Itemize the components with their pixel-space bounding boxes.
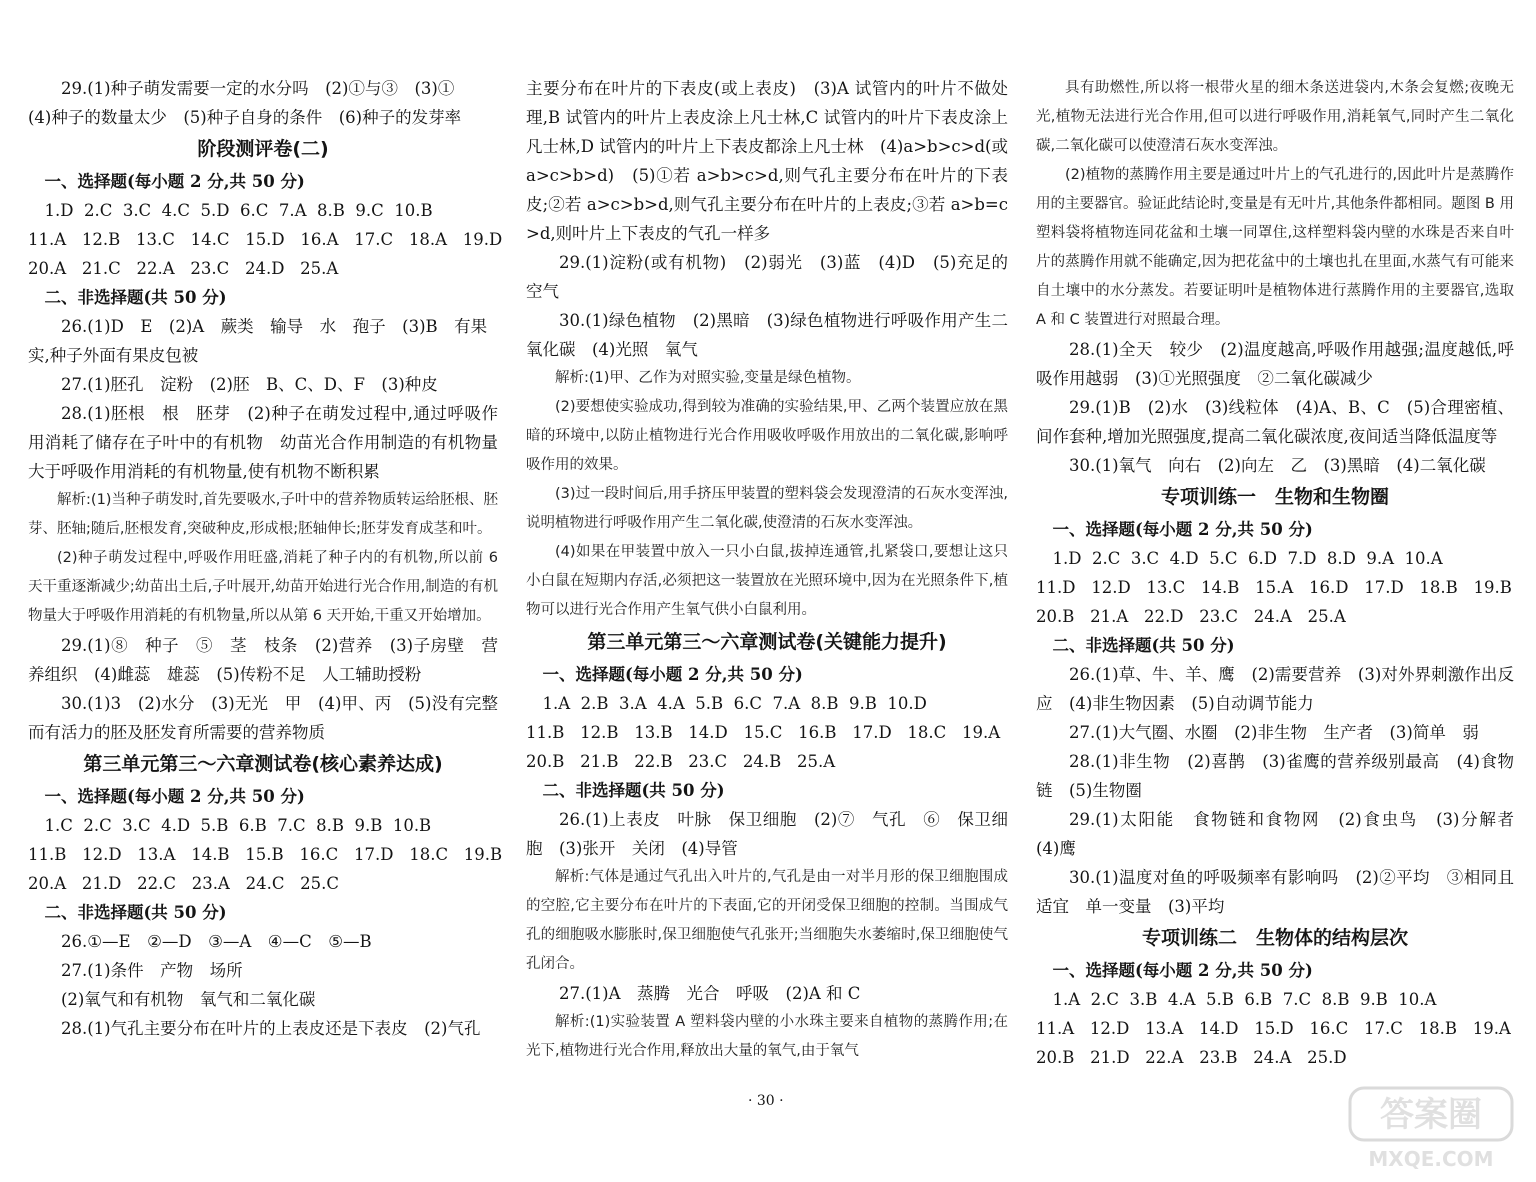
answer-paragraph: 27.(1)A 蒸腾 光合 呼吸 (2)A 和 C xyxy=(559,984,861,1003)
explanation-paragraph: (3)过一段时间后,用手挤压甲装置的塑料袋会发现澄清的石灰水变浑浊,说明植物进行呼吸作用产生二氧化碳,使澄清的石灰水变浑浊。 xyxy=(526,486,1008,531)
section-title: 阶段测评卷(二) xyxy=(197,138,329,160)
subsection-heading: 一、选择题(每小题 2 分,共 50 分) xyxy=(44,787,305,806)
subsection-heading: 一、选择题(每小题 2 分,共 50 分) xyxy=(1052,961,1313,980)
explanation-paragraph: 解析:(1)当种子萌发时,首先要吸水,子叶中的营养物质转运给胚根、胚芽、胚轴;随后,胚根发育,突破种皮,形成根;胚轴伸长;胚芽发育成茎和叶。 xyxy=(28,492,498,537)
choice-answers-row: 1.A 2.C 3.B 4.A 5.B 6.B 7.C 8.B 9.B 10.A xyxy=(1052,990,1437,1009)
choice-answers-row: 20.B 21.D 22.A 23.B 24.A 25.D xyxy=(1036,1048,1347,1067)
subsection-heading: 一、选择题(每小题 2 分,共 50 分) xyxy=(542,665,803,684)
choice-answers-row: 20.A 21.C 22.A 23.C 24.D 25.A xyxy=(28,259,339,278)
answer-paragraph: 27.(1)胚孔 淀粉 (2)胚 B、C、D、F (3)种皮 xyxy=(61,375,438,394)
explanation-paragraph: (2)种子萌发过程中,呼吸作用旺盛,消耗了种子内的有机物,所以前 6 天干重逐渐减少;幼苗出土后,子叶展开,幼苗开始进行光合作用,制造的有机物量大于呼吸作用消耗的有机物量,所以从第 6 天开始,干重又开始增加。 xyxy=(28,550,498,624)
explanation-paragraph: 解析:气体是通过气孔出入叶片的,气孔是由一对半月形的保卫细胞围成的空腔,它主要分布在叶片的下表面,它的开闭受保卫细胞的控制。当围成气孔的细胞吸水膨胀时,保卫细胞使气孔张开;当细胞失水萎缩时,保卫细胞使气孔闭合。 xyxy=(526,869,1008,972)
explanation-paragraph: 具有助燃性,所以将一根带火星的细木条送进袋内,木条会复燃;夜晚无光,植物无法进行光合作用,但可以进行呼吸作用,消耗氧气,同时产生二氧化碳,二氧化碳可以使澄清石灰水变浑浊。 xyxy=(1036,80,1514,154)
choice-answers-row: 1.A 2.B 3.A 4.A 5.B 6.C 7.A 8.B 9.B 10.D xyxy=(542,694,927,713)
watermark-logo xyxy=(1346,1082,1516,1174)
column-middle xyxy=(526,74,1008,1066)
section-title: 专项训练一 生物和生物圈 xyxy=(1160,486,1389,508)
subsection-heading: 一、选择题(每小题 2 分,共 50 分) xyxy=(44,172,305,191)
choice-answers-row: 1.C 2.C 3.C 4.D 5.B 6.B 7.C 8.B 9.B 10.B xyxy=(44,816,432,835)
answer-paragraph: 29.(1)太阳能 食物链和食物网 (2)食虫鸟 (3)分解者 (4)鹰 xyxy=(1036,810,1531,858)
answer-paragraph-continued: 实,种子外面有果皮包被 xyxy=(28,346,199,365)
answer-paragraph: 26.(1)D E (2)A 蕨类 输导 水 孢子 (3)B 有果 xyxy=(61,317,488,336)
page-number: · 30 · xyxy=(748,1093,784,1109)
column-left xyxy=(28,74,503,1043)
answer-paragraph: 27.(1)条件 产物 场所 xyxy=(61,961,243,980)
answer-paragraph: 28.(1)全天 较少 (2)温度越高,呼吸作用越强;温度越低,呼吸作用越弱 (3)①光照强度 ②二氧化碳减少 xyxy=(1036,340,1514,388)
choice-answers-row: 11.A 12.D 13.A 14.D 15.D 16.C 17.C 18.B 19.A xyxy=(1036,1019,1511,1038)
subsection-heading: 一、选择题(每小题 2 分,共 50 分) xyxy=(1052,520,1313,539)
answer-paragraph: 26.①—E ②—D ③—A ④—C ⑤—B xyxy=(61,932,372,951)
choice-answers-row: 20.A 21.D 22.C 23.A 24.C 25.C xyxy=(28,874,340,893)
answer-paragraph: 28.(1)非生物 (2)喜鹊 (3)雀鹰的营养级别最高 (4)食物链 (5)生物圈 xyxy=(1036,752,1514,800)
choice-answers-row: 1.D 2.C 3.C 4.C 5.D 6.C 7.A 8.B 9.C 10.B xyxy=(44,201,433,220)
explanation-paragraph: 解析:(1)实验装置 A 塑料袋内壁的小水珠主要来自植物的蒸腾作用;在光下,植物进行光合作用,释放出大量的氧气,由于氧气 xyxy=(526,1014,1008,1059)
subsection-heading: 二、非选择题(共 50 分) xyxy=(44,288,227,307)
explanation-paragraph: 解析:(1)甲、乙作为对照实验,变量是绿色植物。 xyxy=(555,370,861,386)
answer-paragraph: 30.(1)绿色植物 (2)黑暗 (3)绿色植物进行呼吸作用产生二氧化碳 (4)光照 氧气 xyxy=(526,311,1008,359)
answer-paragraph: (2)氧气和有机物 氧气和二氧化碳 xyxy=(61,990,316,1009)
answer-paragraph: 28.(1)胚根 根 胚芽 (2)种子在萌发过程中,通过呼吸作用消耗了储存在子叶中的有机物 幼苗光合作用制造的有机物量大于呼吸作用消耗的有机物量,使有机物不断积累 xyxy=(28,404,498,481)
answer-paragraph: 28.(1)气孔主要分布在叶片的上表皮还是下表皮 (2)气孔 xyxy=(61,1019,481,1038)
choice-answers-row: 11.B 12.B 13.B 14.D 15.C 16.B 17.D 18.C 19.A xyxy=(526,723,1001,742)
choice-answers-row: 11.D 12.D 13.C 14.B 15.A 16.D 17.D 18.B 19.B xyxy=(1036,578,1512,597)
section-title: 第三单元第三～六章测试卷(核心素养达成) xyxy=(83,753,443,775)
choice-answers-row: 11.A 12.B 13.C 14.C 15.D 16.A 17.C 18.A 19.D xyxy=(28,230,503,249)
answer-paragraph: 30.(1)氧气 向右 (2)向左 乙 (3)黑暗 (4)二氧化碳 xyxy=(1069,456,1486,475)
column-right xyxy=(1036,74,1531,1072)
answer-paragraph: 29.(1)B (2)水 (3)线粒体 (4)A、B、C (5)合理密植、间作套种,增加光照强度,提高二氧化碳浓度,夜间适当降低温度等 xyxy=(1036,398,1514,446)
answer-paragraph: 29.(1)种子萌发需要一定的水分吗 (2)①与③ (3)① xyxy=(61,79,455,98)
explanation-paragraph: (2)要想使实验成功,得到较为准确的实验结果,甲、乙两个装置应放在黑暗的环境中,以防止植物进行光合作用吸收呼吸作用放出的二氧化碳,影响呼吸作用的效果。 xyxy=(526,399,1008,473)
choice-answers-row: 20.B 21.B 22.B 23.C 24.B 25.A xyxy=(526,752,836,771)
section-title: 专项训练二 生物体的结构层次 xyxy=(1141,927,1408,949)
subsection-heading: 二、非选择题(共 50 分) xyxy=(44,903,227,922)
subsection-heading: 二、非选择题(共 50 分) xyxy=(542,781,725,800)
answer-paragraph-continued: (4)种子的数量太少 (5)种子自身的条件 (6)种子的发芽率 xyxy=(28,108,462,127)
subsection-heading: 二、非选择题(共 50 分) xyxy=(1052,636,1235,655)
answer-paragraph: 30.(1)3 (2)水分 (3)无光 甲 (4)甲、丙 (5)没有完整而有活力的胚及胚发育所需要的营养物质 xyxy=(28,694,498,742)
answer-paragraph: 26.(1)草、牛、羊、鹰 (2)需要营养 (3)对外界刺激作出反应 (4)非生物因素 (5)自动调节能力 xyxy=(1036,665,1514,713)
explanation-paragraph: (2)植物的蒸腾作用主要是通过叶片上的气孔进行的,因此叶片是蒸腾作用的主要器官。验证此结论时,变量是有无叶片,其他条件都相同。题图 B 用塑料袋将植物连同花盆和土壤一同罩住,这样塑料袋内壁的水珠是否来自叶片的蒸腾作用就不能确定,因为把花盆中的土壤也扎在里面,水蒸气有可能来自土壤中的水分蒸发。若要证明叶是植物体进行蒸腾作用的主要器官,选取 A 和 C 装置进行对照最合理。 xyxy=(1036,167,1514,328)
section-title: 第三单元第三～六章测试卷(关键能力提升) xyxy=(587,631,947,653)
choice-answers-row: 1.D 2.C 3.C 4.D 5.C 6.D 7.D 8.D 9.A 10.A xyxy=(1052,549,1443,568)
watermark-url: MXQE.COM xyxy=(1368,1147,1494,1171)
choice-answers-row: 20.B 21.A 22.D 23.C 24.A 25.A xyxy=(1036,607,1346,626)
answer-paragraph: 26.(1)上表皮 叶脉 保卫细胞 (2)⑦ 气孔 ⑥ 保卫细胞 (3)张开 关闭 (4)导管 xyxy=(526,810,1008,858)
answer-paragraph: 29.(1)⑧ 种子 ⑤ 茎 枝条 (2)营养 (3)子房壁 营养组织 (4)雌蕊 雄蕊 (5)传粉不足 人工辅助授粉 xyxy=(28,636,498,684)
choice-answers-row: 11.B 12.D 13.A 14.B 15.B 16.C 17.D 18.C 19.B xyxy=(28,845,503,864)
answer-paragraph-continued: 主要分布在叶片的下表皮(或上表皮) (3)A 试管内的叶片不做处理,B 试管内的叶片上表皮涂上凡士林,C 试管内的叶片下表皮涂上凡士林,D 试管内的叶片上下表皮都涂上凡士林 (4)a>b>c>d(或 a>c>b>d) (5)①若 a>b>c>d,则气孔主要分布在叶片的下表皮;②若 a>c>b>d,则气孔主要分布在叶片的上表皮;③若 a>b=c>d,则叶片上下表皮的气孔一样多 xyxy=(526,79,1008,243)
answer-paragraph: 29.(1)淀粉(或有机物) (2)弱光 (3)蓝 (4)D (5)充足的空气 xyxy=(526,253,1008,301)
explanation-paragraph: (4)如果在甲装置中放入一只小白鼠,拔掉连通管,扎紧袋口,要想让这只小白鼠在短期内存活,必须把这一装置放在光照环境中,因为在光照条件下,植物可以进行光合作用产生氧气供小白鼠利用。 xyxy=(526,544,1008,618)
answer-paragraph: 27.(1)大气圈、水圈 (2)非生物 生产者 (3)简单 弱 xyxy=(1069,723,1479,742)
watermark-text: 答案圈 xyxy=(1380,1095,1482,1135)
answer-paragraph: 30.(1)温度对鱼的呼吸频率有影响吗 (2)②平均 ③相同且适宜 单一变量 (3)平均 xyxy=(1036,868,1514,916)
